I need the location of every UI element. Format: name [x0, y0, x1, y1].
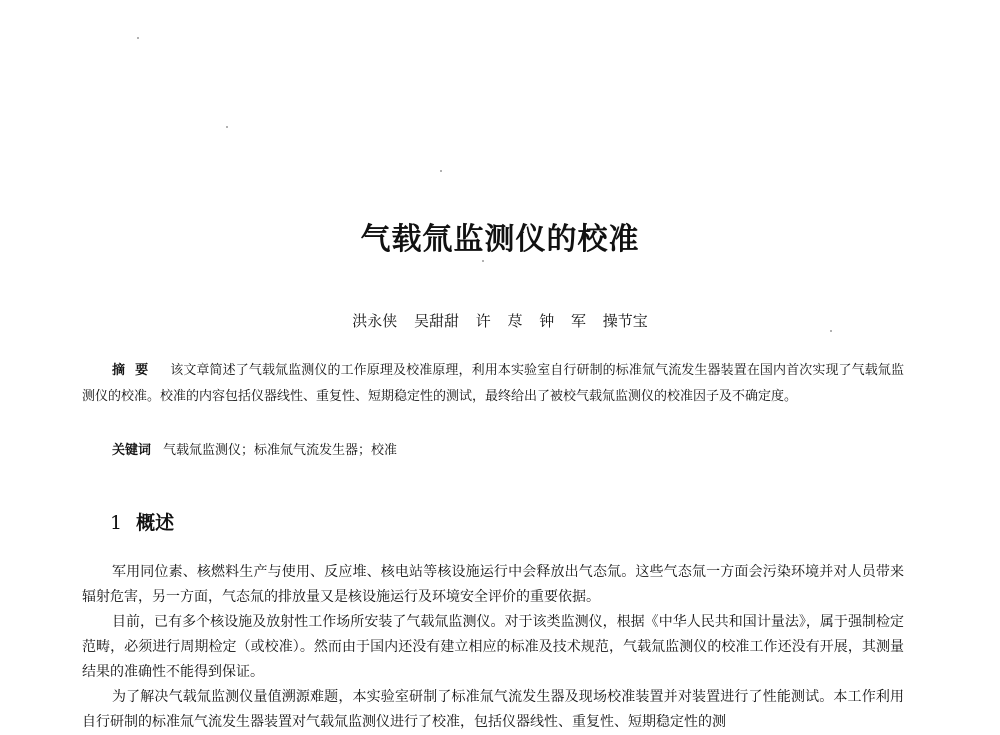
author-list: 洪永侠 吴甜甜 许 荩 钟 军 操节宝 [352, 312, 648, 330]
scan-speck [226, 126, 228, 128]
body-paragraph: 目前，已有多个核设施及放射性工作场所安装了气载氚监测仪。对于该类监测仪，根据《中华人民共和国计量法》，属于强制检定范畴，必须进行周期检定（或校准）。然而由于国内还没有建立相应的标准及技术规范，气载氚监测仪的校准工作还没有开展，其测量结果的准确性不能得到保证。 [82, 614, 904, 680]
paper-title: 气载氚监测仪的校准 [360, 222, 640, 257]
abstract-text: 该文章简述了气载氚监测仪的工作原理及校准原理，利用本实验室自行研制的标准氚气流发生器装置在国内首次实现了气载氚监测仪的校准。校准的内容包括仪器线性、重复性、短期稳定性的测试，最终给出了被校气载氚监测仪的校准因子及不确定度。 [82, 363, 904, 404]
scan-speck [440, 170, 442, 172]
section-title: 概述 [136, 512, 175, 534]
section-heading [110, 508, 174, 535]
abstract-label: 摘要 [112, 363, 159, 378]
keywords-label: 关键词 [112, 443, 152, 458]
keywords-text: 气载氚监测仪；标准氚气流发生器；校准 [163, 443, 398, 458]
section-number: 1 [110, 512, 123, 534]
body-paragraph: 军用同位素、核燃料生产与使用、反应堆、核电站等核设施运行中会释放出气态氚。这些气态氚一方面会污染环境并对人员带来辐射危害，另一方面，气态氚的排放量又是核设施运行及环境安全评价的重要依据。 [82, 564, 904, 605]
scan-speck [482, 260, 484, 262]
body-paragraph: 为了解决气载氚监测仪量值溯源难题，本实验室研制了标准氚气流发生器及现场校准装置并对装置进行了性能测试。本工作利用自行研制的标准氚气流发生器装置对气载氚监测仪进行了校准，包括仪器线性、重复性、短期稳定性的测 [82, 689, 904, 730]
scan-speck [137, 37, 139, 39]
abstract-block [82, 358, 904, 410]
section-body [82, 560, 904, 735]
keywords-block [82, 438, 904, 464]
